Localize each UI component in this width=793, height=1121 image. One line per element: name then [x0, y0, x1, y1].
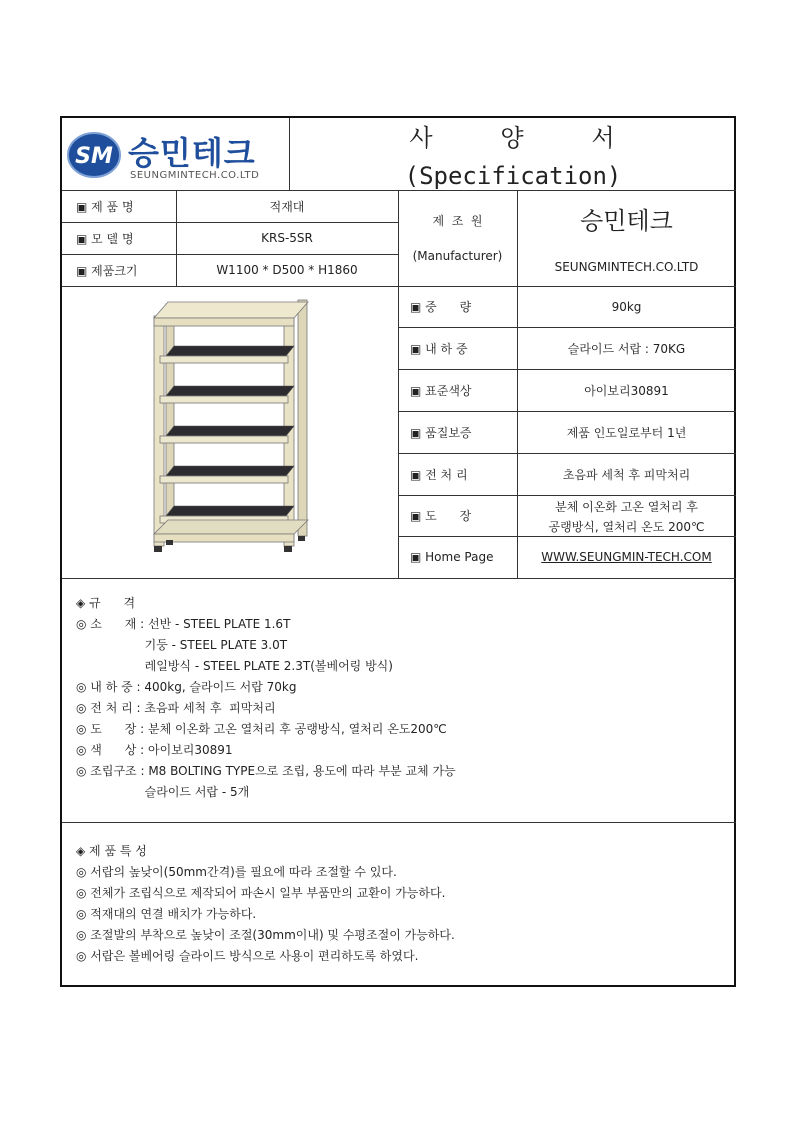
spec-weight-label: ▣ 중 량 — [410, 300, 472, 314]
company-logo — [62, 118, 290, 190]
features-section — [76, 841, 726, 967]
specs-line: 기둥 - STEEL PLATE 3.0T — [76, 638, 288, 652]
features-heading: ◈ 제 품 특 성 — [76, 844, 147, 858]
spec-load-value: 슬라이드 서랍 : 70KG — [567, 341, 686, 356]
spec-pretreat-label: ▣ 전 처 리 — [410, 467, 468, 482]
spec-coating-value-1: 분체 이온화 고온 열처리 후 — [555, 499, 698, 514]
homepage-link[interactable]: WWW.SEUNGMIN-TECH.COM — [541, 550, 712, 564]
spec-warranty-label: ▣ 품질보증 — [410, 425, 472, 440]
title-en: (Specification) — [404, 162, 622, 190]
spec-weight-value: 90kg — [611, 299, 642, 314]
specs-line: ◎ 전 처 리 : 초음파 세척 후 피막처리 — [76, 701, 276, 715]
row-model-label: ▣ 모 델 명 — [76, 231, 134, 246]
spec-color-label: ▣ 표준색상 — [410, 383, 472, 398]
specs-line: 레일방식 - STEEL PLATE 2.3T(볼베어링 방식) — [76, 659, 393, 673]
specs-line: ◎ 색 상 : 아이보리30891 — [76, 743, 233, 757]
feature-line: ◎ 조절발의 부착으로 높낮이 조절(30mm이내) 및 수평조절이 가능하다. — [76, 928, 455, 942]
row-model-value: KRS-5SR — [261, 231, 313, 245]
shelf-illustration-icon — [62, 286, 398, 578]
specs-heading: ◈ 규 격 — [76, 596, 136, 610]
specs-line: ◎ 조립구조 : M8 BOLTING TYPE으로 조립, 용도에 따라 부분 교체 가능 — [76, 764, 456, 778]
feature-line: ◎ 서랍은 볼베어링 슬라이드 방식으로 사용이 편리하도록 하였다. — [76, 949, 419, 963]
row-product-name-label: ▣ 제 품 명 — [76, 199, 134, 214]
logo-mark-text: SM — [75, 144, 113, 169]
specs-line: ◎ 내 하 중 : 400kg, 슬라이드 서랍 70kg — [76, 680, 297, 694]
logo-name-en: SEUNGMINTECH.CO.LTD — [130, 170, 260, 181]
spec-pretreat-value: 초음파 세척 후 피막처리 — [562, 467, 691, 482]
row-size-label: ▣ 제품크기 — [76, 263, 138, 278]
spec-sheet — [60, 116, 736, 987]
specs-line: 슬라이드 서랍 - 5개 — [76, 785, 250, 799]
spec-homepage-label: ▣ Home Page — [410, 550, 494, 564]
manufacturer-label-kr: 제 조 원 — [432, 213, 483, 228]
spec-coating-label: ▣ 도 장 — [410, 509, 472, 523]
product-image — [62, 286, 398, 578]
specs-line: ◎ 소 재 : 선반 - STEEL PLATE 1.6T — [76, 617, 291, 631]
row-size-value: W1100 * D500 * H1860 — [216, 263, 358, 277]
logo-name-kr: 승민테크 — [128, 134, 256, 172]
spec-load-label: ▣ 내 하 중 — [410, 341, 468, 356]
manufacturer-name: 승민테크 — [580, 206, 673, 235]
row-product-name-value: 적재대 — [269, 199, 305, 214]
specs-section — [76, 593, 726, 803]
spec-homepage-value[interactable] — [517, 536, 736, 578]
spec-color-value: 아이보리30891 — [584, 383, 669, 398]
feature-line: ◎ 서랍의 높낮이(50mm간격)를 필요에 따라 조절할 수 있다. — [76, 865, 397, 879]
manufacturer-label-en: (Manufacturer) — [412, 249, 503, 263]
feature-line: ◎ 적재대의 연결 배치가 가능하다. — [76, 907, 257, 921]
spec-coating-value-2: 공랭방식, 열처리 온도 200℃ — [548, 519, 705, 534]
spec-warranty-value: 제품 인도일로부터 1년 — [566, 425, 687, 440]
feature-line: ◎ 전체가 조립식으로 제작되어 파손시 일부 부품만의 교환이 가능하다. — [76, 886, 446, 900]
manufacturer-name-en: SEUNGMINTECH.CO.LTD — [554, 260, 699, 274]
title-kr: 사 양 서 — [409, 123, 617, 152]
specs-line: ◎ 도 장 : 분체 이온화 고온 열처리 후 공랭방식, 열처리 온도200℃ — [76, 722, 447, 736]
